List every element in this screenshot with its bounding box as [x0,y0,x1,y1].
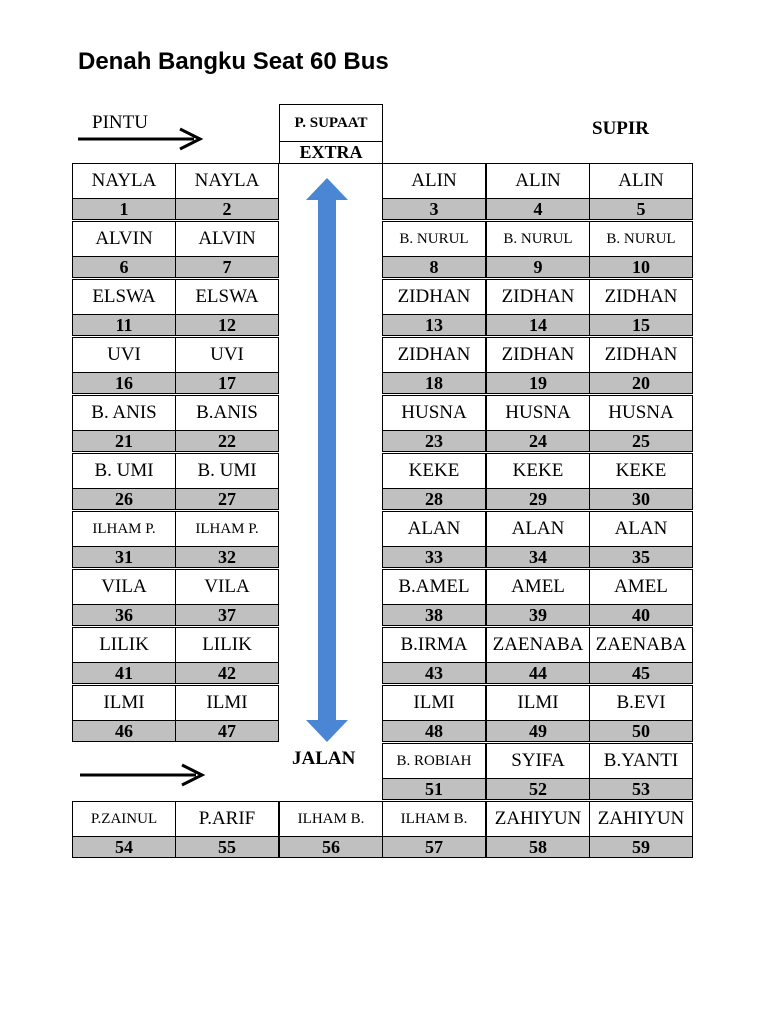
seat-name: HUSNA [382,395,486,431]
seat-number: 6 [72,256,176,278]
aisle-label: JALAN [292,748,356,769]
seat-name: B. UMI [175,453,279,489]
seat-name: B. NURUL [589,221,693,257]
seat-name: LILIK [72,627,176,663]
seat-number: 41 [72,662,176,684]
seat-number: 55 [175,836,279,858]
seat-name: ALAN [486,511,590,547]
seat-number: 13 [382,314,486,336]
seat-number: 4 [486,198,590,220]
seat-name: ZIDHAN [382,337,486,373]
seat-name: KEKE [382,453,486,489]
seat-number: 49 [486,720,590,742]
seat-name: KEKE [486,453,590,489]
seat-number: 29 [486,488,590,510]
seat-name: ILHAM P. [72,511,176,547]
seat-name: B.ANIS [175,395,279,431]
seat-name: B.AMEL [382,569,486,605]
seat-number: 32 [175,546,279,568]
seat-name: B. NURUL [486,221,590,257]
seat-number: 23 [382,430,486,452]
seat-name: KEKE [589,453,693,489]
seat-number: 2 [175,198,279,220]
seat-number: 8 [382,256,486,278]
seat-name: B.EVI [589,685,693,721]
driver-label: SUPIR [592,118,650,139]
seat-number: 1 [72,198,176,220]
seat-number: 39 [486,604,590,626]
seat-number: 33 [382,546,486,568]
seat-name: ALIN [589,163,693,199]
seat-number: 24 [486,430,590,452]
seat-number: 10 [589,256,693,278]
seat-name: B.YANTI [589,743,693,779]
seat-number: 59 [589,836,693,858]
seat-number: 46 [72,720,176,742]
seat-name: AMEL [486,569,590,605]
seat-number: 17 [175,372,279,394]
seat-name: AMEL [589,569,693,605]
seat-name: B. UMI [72,453,176,489]
seat-name: ILMI [382,685,486,721]
seat-name: VILA [175,569,279,605]
seat-number: 30 [589,488,693,510]
seat-name: ZIDHAN [486,279,590,315]
seat-name: ILHAM P. [175,511,279,547]
seat-number: 5 [589,198,693,220]
seat-name: ILHAM B. [279,801,383,837]
seat-name: ZAHIYUN [589,801,693,837]
seat-name: ILHAM B. [382,801,486,837]
seat-number: 53 [589,778,693,800]
seat-name: ZAENABA [486,627,590,663]
seat-number: 50 [589,720,693,742]
seat-number: 19 [486,372,590,394]
seat-number: 58 [486,836,590,858]
seat-number: 26 [72,488,176,510]
seat-number: 42 [175,662,279,684]
seat-name: ALVIN [175,221,279,257]
seat-name: ILMI [175,685,279,721]
seat-number: 22 [175,430,279,452]
seat-number: 52 [486,778,590,800]
seat-number: 47 [175,720,279,742]
seat-number: 21 [72,430,176,452]
seat-name: UVI [175,337,279,373]
seat-number: 56 [279,836,383,858]
seat-name: NAYLA [72,163,176,199]
seat-number: 28 [382,488,486,510]
seat-name: ZAENABA [589,627,693,663]
seat-name: NAYLA [175,163,279,199]
seat-number: 37 [175,604,279,626]
aisle-entry-arrow-icon [78,762,208,788]
seat-name: SYIFA [486,743,590,779]
seat-number: 54 [72,836,176,858]
seat-number: 20 [589,372,693,394]
seat-name: P.ZAINUL [72,801,176,837]
seat-number: 40 [589,604,693,626]
front-seat-name: P. SUPAAT [279,104,383,142]
seat-name: B. ANIS [72,395,176,431]
seat-name: ZIDHAN [589,337,693,373]
seat-name: ZIDHAN [382,279,486,315]
seat-number: 38 [382,604,486,626]
seat-number: 57 [382,836,486,858]
seat-number: 35 [589,546,693,568]
page-title: Denah Bangku Seat 60 Bus [78,48,389,75]
seat-number: 31 [72,546,176,568]
seat-name: ALIN [382,163,486,199]
seat-number: 12 [175,314,279,336]
seat-number: 14 [486,314,590,336]
seat-number: 9 [486,256,590,278]
seat-name: ZAHIYUN [486,801,590,837]
seat-name: ILMI [72,685,176,721]
seat-number: 15 [589,314,693,336]
seat-number: 27 [175,488,279,510]
seat-name: HUSNA [589,395,693,431]
seat-number: 48 [382,720,486,742]
seat-number: 34 [486,546,590,568]
seat-name: ALAN [589,511,693,547]
seat-name: ELSWA [72,279,176,315]
seat-name: ZIDHAN [486,337,590,373]
seat-number: 18 [382,372,486,394]
seat-number: 11 [72,314,176,336]
door-arrow-icon [76,126,206,152]
seat-number: 36 [72,604,176,626]
seat-name: VILA [72,569,176,605]
seat-name: UVI [72,337,176,373]
seat-name: B. NURUL [382,221,486,257]
seat-name: ALVIN [72,221,176,257]
seat-name: P.ARIF [175,801,279,837]
seat-number: 25 [589,430,693,452]
door-label: PINTU [92,112,148,133]
seat-name: B. ROBIAH [382,743,486,779]
seat-name: HUSNA [486,395,590,431]
seat-name: ALAN [382,511,486,547]
seat-number: 44 [486,662,590,684]
seat-name: ELSWA [175,279,279,315]
seat-number: 51 [382,778,486,800]
seat-number: 43 [382,662,486,684]
seat-name: ZIDHAN [589,279,693,315]
seat-name: B.IRMA [382,627,486,663]
seat-name: LILIK [175,627,279,663]
seat-number: 7 [175,256,279,278]
front-seat-label: EXTRA [279,141,383,164]
seat-number: 16 [72,372,176,394]
seat-name: ILMI [486,685,590,721]
seat-name: ALIN [486,163,590,199]
seat-number: 45 [589,662,693,684]
seat-number: 3 [382,198,486,220]
aisle-arrow-icon [303,176,351,744]
